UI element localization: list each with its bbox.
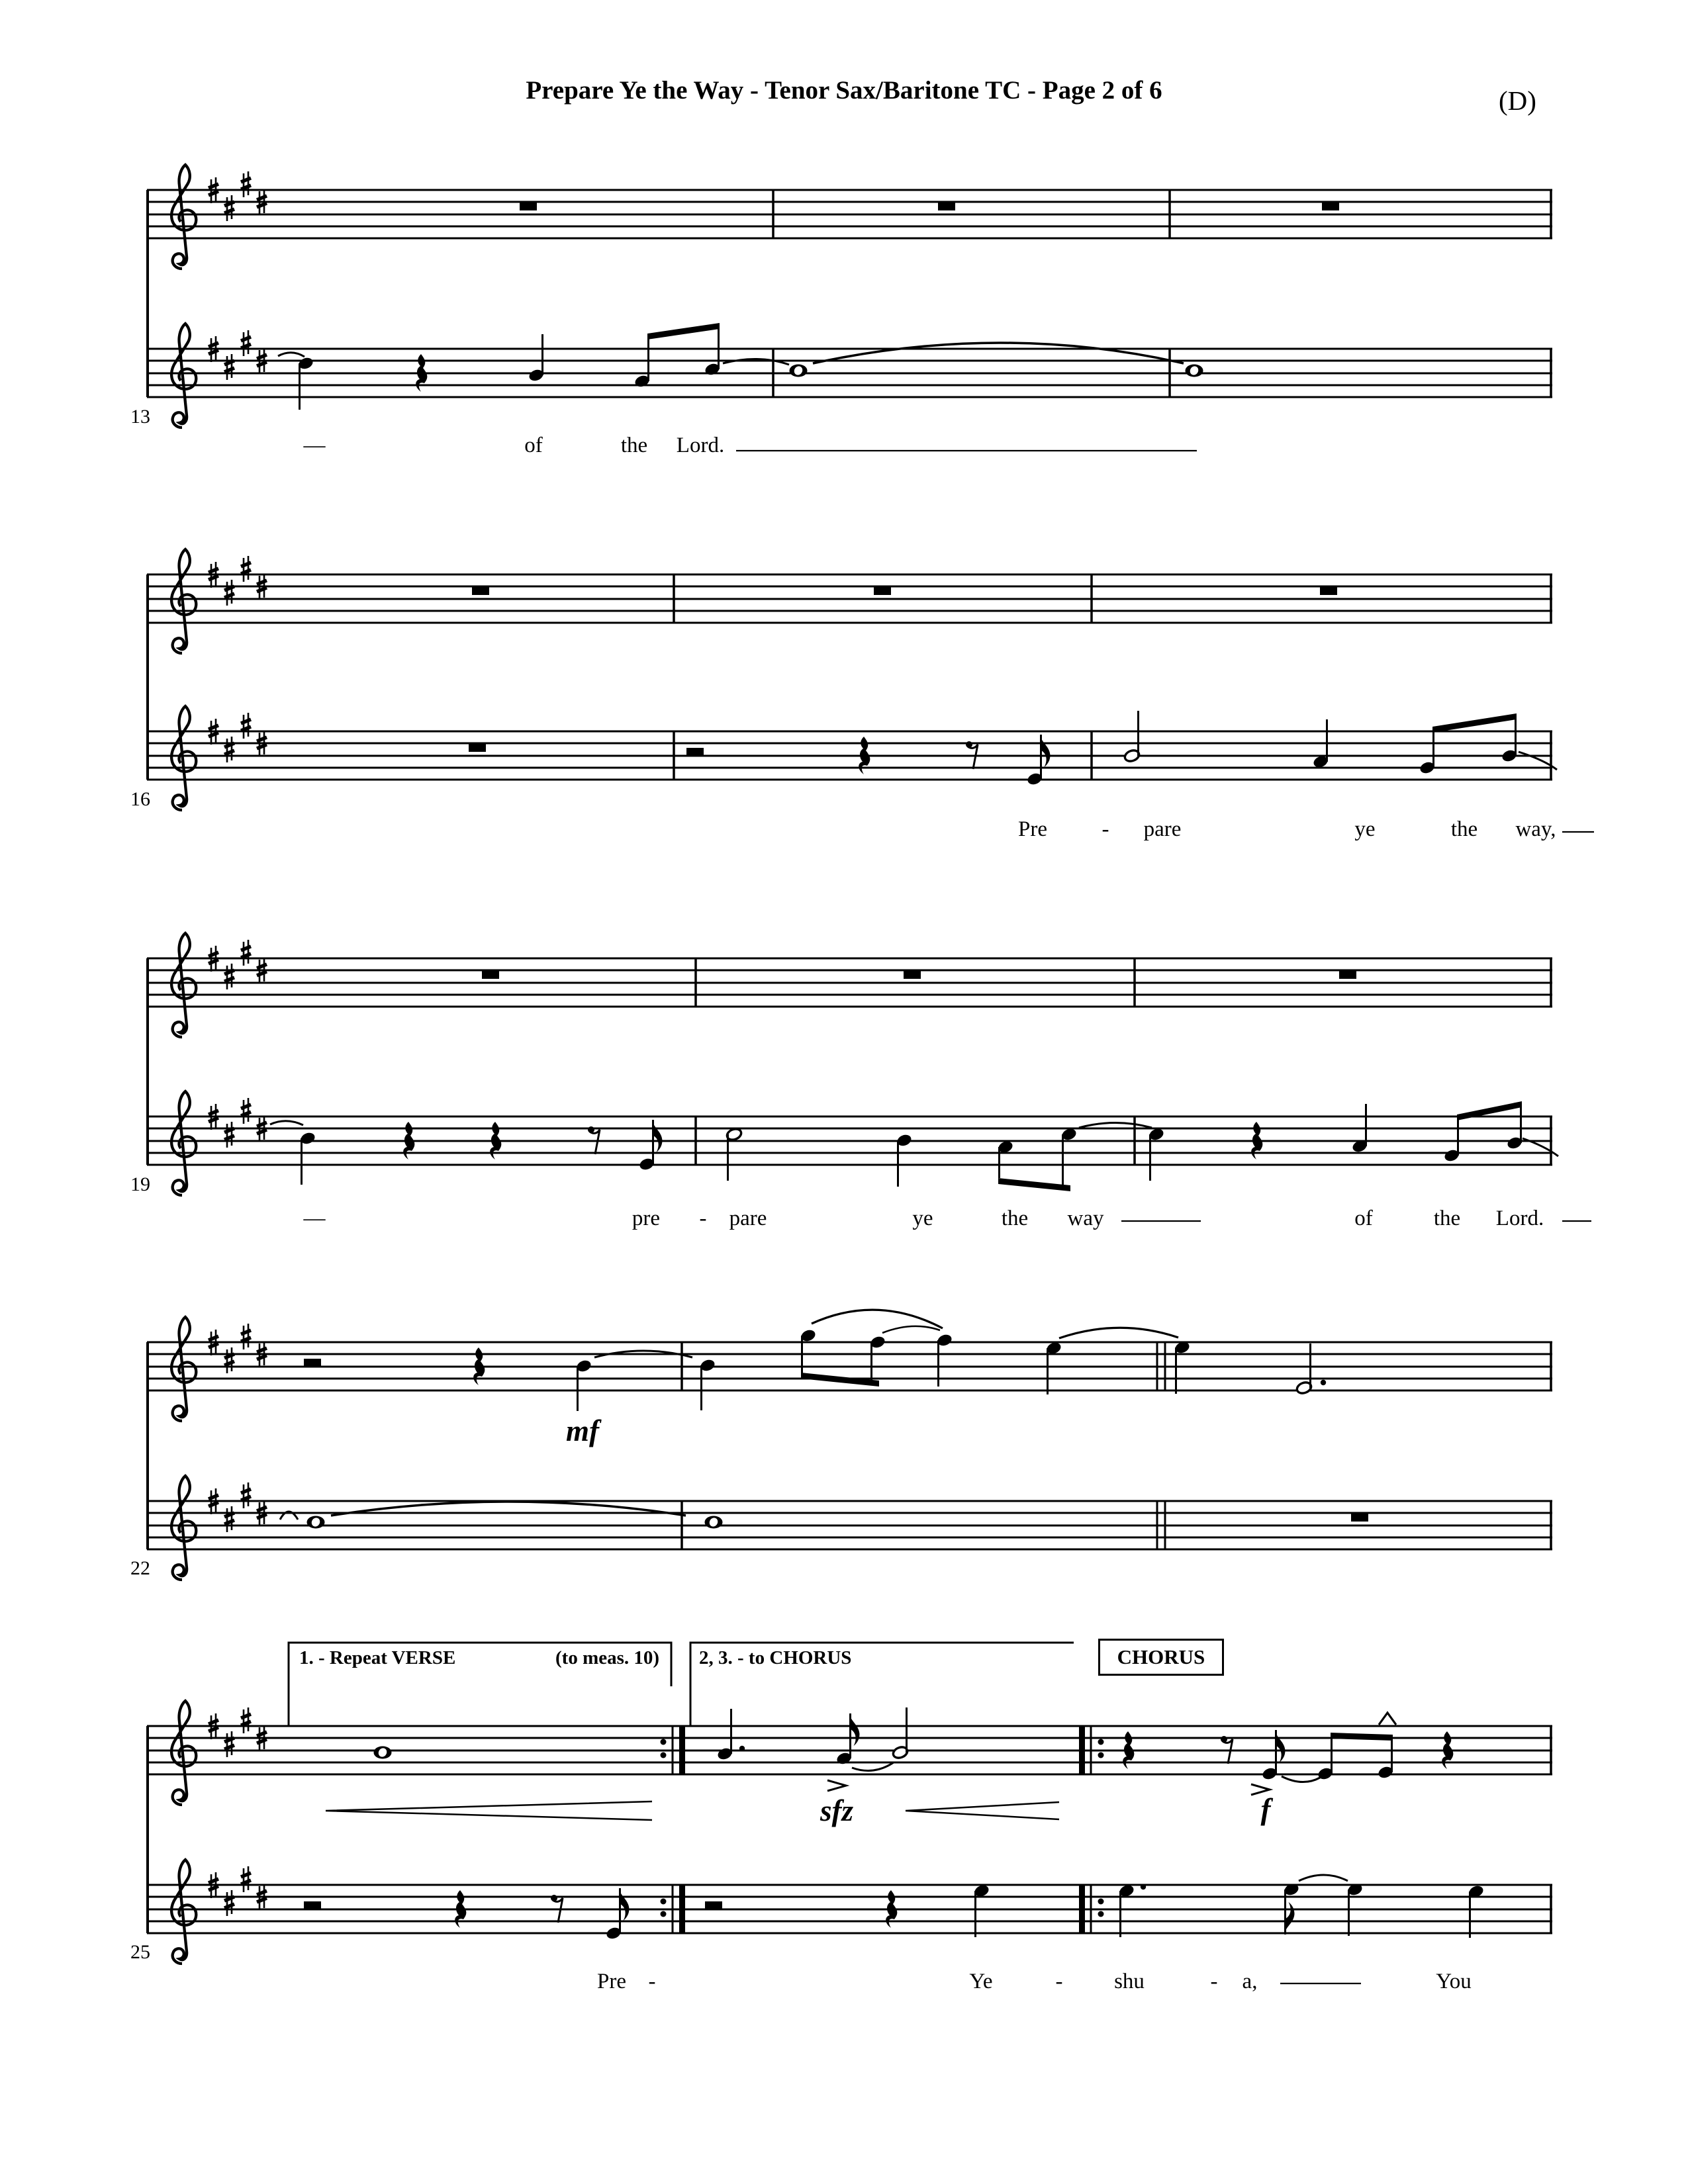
volta2-label: 2, 3. - to CHORUS — [699, 1647, 852, 1668]
staff-lines — [147, 574, 1552, 623]
treble-clef-icon — [171, 933, 196, 1037]
lyric-syllable: ye — [912, 1206, 933, 1230]
staff-lines — [147, 1116, 1552, 1165]
note — [1377, 1740, 1394, 1780]
half-rest-icon — [705, 1901, 722, 1909]
note — [1123, 711, 1141, 763]
treble-clef-icon — [171, 1476, 196, 1580]
lyric-syllable: Pre — [597, 1970, 626, 1993]
whole-measure-rests — [482, 971, 1356, 979]
whole-note — [790, 365, 808, 377]
whole-note — [1186, 365, 1203, 377]
tie-icon — [852, 1762, 894, 1771]
whole-rest-icon — [469, 744, 486, 752]
system-2 — [147, 549, 1594, 832]
section-label-box — [1098, 1639, 1224, 1676]
slur-icon — [882, 1326, 940, 1333]
section-label: CHORUS — [1117, 1645, 1205, 1668]
marcato-icon — [1379, 1713, 1396, 1725]
volta1-target-label: (to meas. 10) — [555, 1647, 660, 1668]
beam — [998, 1178, 1070, 1191]
lyric-syllable: Lord. — [676, 433, 725, 457]
note — [896, 1133, 913, 1187]
dotted-half-note — [1295, 1343, 1326, 1395]
lyric-syllable: Lord. — [1495, 1206, 1544, 1230]
half-rest-icon — [304, 1901, 321, 1909]
slur-icon — [812, 1310, 943, 1328]
system-3 — [147, 933, 1591, 1221]
lyric-syllable: of — [1354, 1206, 1373, 1230]
tie-icon — [1282, 1776, 1320, 1782]
beam — [801, 1373, 879, 1387]
barlines — [773, 190, 1551, 397]
accent-icon — [827, 1780, 846, 1791]
treble-clef-icon — [171, 1317, 196, 1421]
lyric-syllable: Ye — [969, 1970, 993, 1993]
lyric-syllable: pre — [632, 1206, 661, 1230]
voice-staff-music — [469, 711, 1594, 832]
treble-clef-icon — [171, 165, 196, 269]
end-repeat-barline — [661, 1726, 686, 1933]
tie-icon — [270, 1121, 303, 1125]
dynamic-marking: f — [1260, 1793, 1271, 1826]
whole-note — [374, 1747, 392, 1759]
lyric-syllable: Pre — [1018, 817, 1047, 841]
lyric-syllable: the — [1450, 817, 1478, 841]
dynamic-marking: sfz — [820, 1794, 854, 1827]
staff-lines — [147, 1885, 1552, 1933]
whole-rest-icon — [1351, 1514, 1368, 1522]
lyric-syllable: - — [1210, 1970, 1218, 1993]
note — [1317, 1738, 1334, 1781]
lyric-syllable: the — [620, 433, 648, 457]
beam — [1432, 713, 1517, 733]
note — [633, 339, 651, 388]
lyric-syllable: - — [648, 1970, 656, 1993]
system-1 — [147, 165, 1552, 451]
crescendo-hairpin-icon — [326, 1801, 652, 1820]
lyric-syllable: way — [1067, 1206, 1104, 1230]
barlines — [674, 574, 1551, 780]
note — [1501, 719, 1518, 763]
solo-staff-music — [326, 1707, 1453, 1820]
measure-number: 19 — [130, 1173, 150, 1195]
lyric-syllable: shu — [1114, 1970, 1145, 1993]
voice-staff-music — [278, 323, 1203, 451]
page-title: Prepare Ye the Way - Tenor Sax/Baritone TC - Page 2 of 6 — [526, 76, 1162, 105]
voice-staff-music — [280, 1502, 1368, 1529]
lyric-syllable: of — [524, 433, 543, 457]
measure-number: 16 — [130, 788, 150, 810]
voice-staff-music — [270, 1101, 1591, 1221]
lyric-syllable: - — [1102, 817, 1109, 841]
note — [1312, 719, 1329, 769]
lyric-syllable: — — [303, 1206, 326, 1230]
staff-lines — [147, 1501, 1552, 1549]
staff-lines — [147, 190, 1552, 238]
treble-clef-icon — [171, 549, 196, 653]
lyric-syllable: way, — [1515, 817, 1556, 841]
note — [575, 1359, 592, 1411]
tie-icon — [1299, 1875, 1348, 1881]
double-barline — [1157, 1342, 1165, 1549]
treble-clef-icon — [171, 1701, 196, 1805]
lyric-syllable: pare — [729, 1206, 767, 1230]
lyric-syllable: a, — [1242, 1970, 1258, 1993]
solo-staff-music — [304, 1310, 1326, 1411]
tie-icon — [1079, 1123, 1152, 1128]
volta1-label: 1. - Repeat VERSE — [299, 1647, 456, 1668]
lyric-syllable: — — [303, 433, 326, 457]
note — [869, 1335, 886, 1382]
whole-note — [307, 1516, 325, 1529]
beam — [647, 323, 720, 340]
note — [892, 1707, 909, 1760]
dynamic-marking: mf — [566, 1414, 599, 1447]
half-rest-icon — [304, 1359, 321, 1367]
half-rest-icon — [686, 748, 704, 756]
beam — [1331, 1733, 1393, 1741]
lyric-syllable: ye — [1354, 817, 1376, 841]
note — [1060, 1127, 1078, 1185]
beam — [1457, 1101, 1522, 1120]
edition-mark: (D) — [1499, 85, 1536, 116]
treble-clef-icon — [171, 1860, 196, 1964]
lyric-syllable: the — [1001, 1206, 1029, 1230]
dotted-quarter-note — [716, 1709, 745, 1761]
measure-number: 13 — [130, 406, 150, 428]
staff-lines — [147, 731, 1552, 780]
lyric-syllable: - — [699, 1206, 707, 1230]
crescendo-hairpin-icon — [906, 1802, 1059, 1819]
tie-icon — [278, 353, 305, 357]
barlines — [696, 958, 1551, 1165]
lyric-syllable: pare — [1143, 817, 1182, 841]
staff-lines — [147, 958, 1552, 1007]
note — [699, 1358, 716, 1410]
barlines — [682, 1342, 1551, 1549]
measure-number: 25 — [130, 1941, 150, 1963]
begin-repeat-barline — [1079, 1726, 1104, 1933]
note — [1419, 731, 1436, 775]
note — [1283, 1882, 1300, 1934]
whole-note — [705, 1516, 723, 1529]
whole-measure-rests — [520, 203, 1339, 210]
treble-clef-icon — [171, 706, 196, 810]
note — [297, 356, 314, 410]
measure-number: 22 — [130, 1557, 150, 1579]
slur-icon — [1059, 1328, 1178, 1338]
note — [299, 1131, 316, 1185]
whole-measure-rests — [472, 587, 1337, 595]
lyric-syllable: - — [1055, 1970, 1063, 1993]
note — [835, 1713, 859, 1766]
lyric-syllable: You — [1436, 1970, 1472, 1993]
treble-clef-icon — [171, 324, 196, 428]
note — [528, 334, 545, 383]
note — [997, 1140, 1014, 1178]
lyric-syllable: the — [1433, 1206, 1461, 1230]
voice-staff-music — [304, 1875, 1485, 1983]
system-4 — [147, 1310, 1552, 1580]
treble-clef-icon — [171, 1091, 196, 1195]
note — [1468, 1884, 1485, 1938]
note — [704, 328, 721, 377]
